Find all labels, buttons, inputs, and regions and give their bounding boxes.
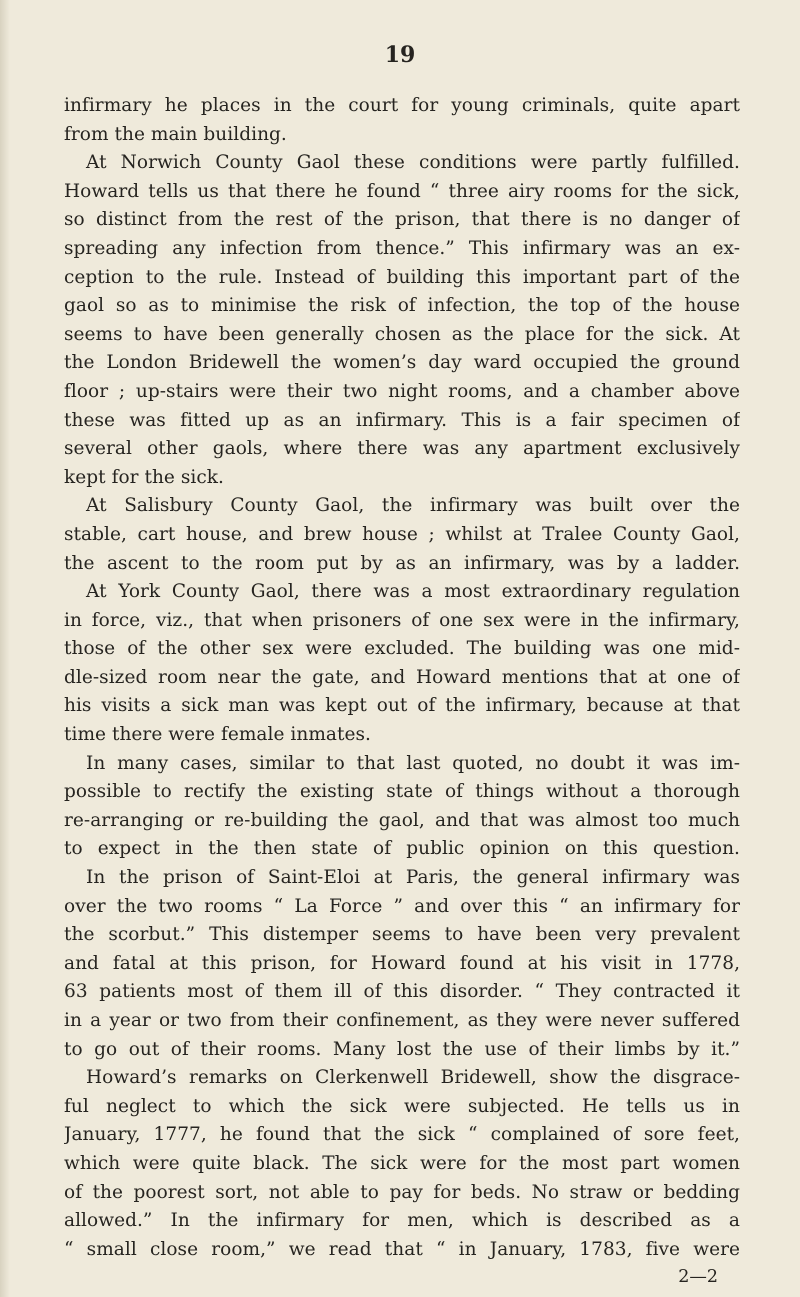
text-line: the scorbut.” This distemper seems to have been very prevalent xyxy=(64,924,740,946)
page-number: 19 xyxy=(384,42,416,68)
text-line: At York County Gaol, there was a most extraordinary regulation xyxy=(86,581,740,603)
text-line: In many cases, similar to that last quoted, no doubt it was im- xyxy=(86,752,740,774)
text-line: Howard’s remarks on Clerkenwell Bridewell, show the disgrace- xyxy=(86,1067,740,1089)
scan-edge-shadow xyxy=(0,0,10,1297)
text-line: In the prison of Saint-Eloi at Paris, the general infirmary was xyxy=(86,867,740,889)
text-line: kept for the sick. xyxy=(64,466,224,488)
text-line: which were quite black. The sick were for the most part women xyxy=(64,1152,740,1174)
text-line: several other gaols, where there was any apartment exclusively xyxy=(64,438,740,460)
text-line: infirmary he places in the court for young criminals, quite apart xyxy=(64,95,740,116)
text-line: of the poorest sort, not able to pay for beds. No straw or bedding xyxy=(64,1181,740,1203)
text-line: possible to rectify the existing state of things without a thorough xyxy=(64,781,740,803)
text-line: re-arranging or re-building the gaol, and that was almost too much xyxy=(64,809,740,831)
text-line: floor ; up-stairs were their two night rooms, and a chamber above xyxy=(64,380,740,402)
text-line: these was fitted up as an infirmary. This is a fair specimen of xyxy=(64,409,740,431)
text-line: Howard tells us that there he found “ three airy rooms for the sick, xyxy=(64,180,740,202)
text-line: 63 patients most of them ill of this disorder. “ They contracted it xyxy=(64,981,740,1003)
text-line: to go out of their rooms. Many lost the use of their limbs by it.” xyxy=(64,1038,740,1060)
text-line: seems to have been generally chosen as the place for the sick. At xyxy=(64,323,740,345)
text-line: in a year or two from their confinement, as they were never suffered xyxy=(64,1010,740,1031)
text-line: the London Bridewell the women’s day ward occupied the ground xyxy=(64,352,740,374)
text-line: the ascent to the room put by as an infirmary, was by a ladder. xyxy=(64,552,740,574)
text-line: “ small close room,” we read that “ in January, 1783, five were xyxy=(64,1238,740,1260)
text-line: dle-sized room near the gate, and Howard mentions that at one of xyxy=(64,666,740,688)
text-line: those of the other sex were excluded. The building was one mid- xyxy=(64,638,740,660)
text-line: to expect in the then state of public opinion on this question. xyxy=(64,838,740,860)
text-line: so distinct from the rest of the prison, that there is no danger of xyxy=(64,209,740,231)
text-line: At Salisbury County Gaol, the infirmary was built over the xyxy=(86,495,740,517)
text-line: and fatal at this prison, for Howard found at his visit in 1778, xyxy=(64,952,740,974)
text-line: allowed.” In the infirmary for men, which is described as a xyxy=(64,1210,740,1232)
text-line: time there were female inmates. xyxy=(64,724,371,746)
text-line: ful neglect to which the sick were subjected. He tells us in xyxy=(64,1095,740,1117)
text-line: gaol so as to minimise the risk of infection, the top of the house xyxy=(64,295,740,317)
signature-mark: 2—2 xyxy=(678,1267,718,1287)
body-text xyxy=(64,92,740,1264)
text-line: his visits a sick man was kept out of the infirmary, because at that xyxy=(64,695,740,717)
text-line: spreading any infection from thence.” This infirmary was an ex- xyxy=(64,237,740,259)
text-line: stable, cart house, and brew house ; whilst at Tralee County Gaol, xyxy=(64,523,740,545)
text-line: January, 1777, he found that the sick “ complained of sore feet, xyxy=(64,1124,740,1146)
text-line: in force, viz., that when prisoners of one sex were in the infirmary, xyxy=(64,609,740,631)
text-line: At Norwich County Gaol these conditions were partly fulfilled. xyxy=(86,152,740,174)
text-line: over the two rooms “ La Force ” and over this “ an infirmary for xyxy=(64,895,740,917)
text-line: ception to the rule. Instead of building this important part of the xyxy=(64,266,740,288)
text-line: from the main building. xyxy=(64,123,287,145)
